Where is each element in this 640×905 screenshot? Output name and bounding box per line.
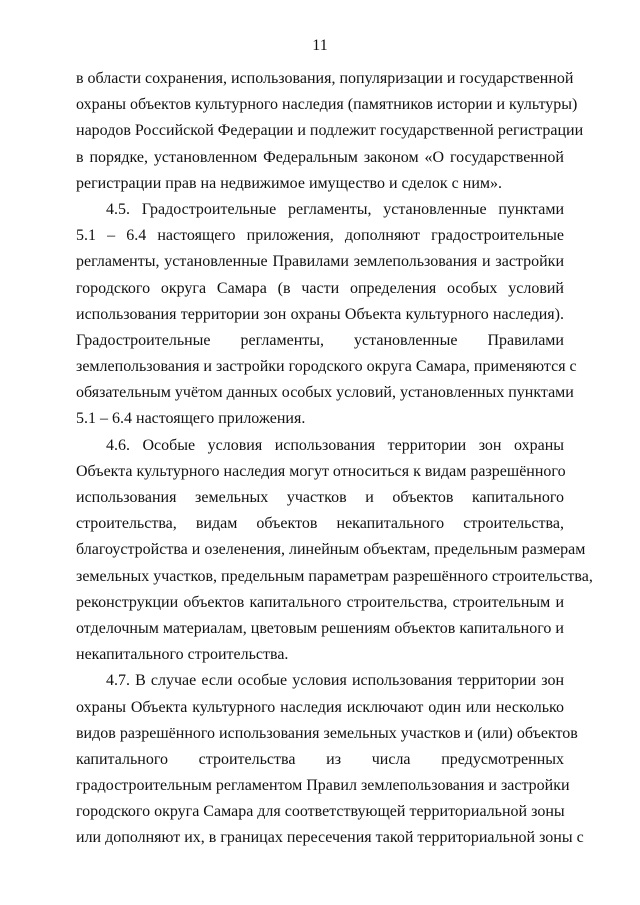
text-line: 4.6. Особые условия использования территории зон охраны — [106, 436, 564, 454]
text-line: обязательным учётом данных особых условий, установленных пунктами — [76, 384, 574, 402]
text-line: городского округа Самара (в части определения особых условий — [76, 279, 564, 297]
text-line: охраны объектов культурного наследия (памятников истории и культуры) — [76, 96, 578, 114]
text-line: благоустройства и озеленения, линейным объектам, предельным размерам — [76, 541, 586, 559]
paragraph-p-4-5 — [76, 197, 577, 433]
text-line: 4.5. Градостроительные регламенты, установленные пунктами — [106, 200, 564, 218]
text-line: видов разрешённого использования земельных участков и (или) объектов — [76, 724, 578, 742]
text-line: отделочным материалам, цветовым решениям объектов капитального и — [76, 619, 564, 637]
text-line: 4.7. В случае если особые условия использования территории зон — [106, 672, 564, 690]
text-line: использования земельных участков и объектов капитального — [76, 489, 564, 506]
text-line: землепользования и застройки городского округа Самара, применяются с — [76, 358, 577, 376]
text-line: городского округа Самара для соответствующей территориальной зоны — [76, 803, 565, 821]
paragraph-continuation — [76, 66, 584, 197]
paragraph-p-4-7 — [76, 668, 584, 851]
text-line: капитального строительства из числа предусмотренных — [76, 750, 564, 768]
text-line: в порядке, установленном Федеральным законом «О государственной — [76, 148, 564, 166]
text-line: использования территории зон охраны Объекта культурного наследия). — [76, 305, 564, 323]
text-line: Объекта культурного наследия могут относиться к видам разрешённого — [76, 462, 566, 480]
text-line: 5.1 – 6.4 настоящего приложения, дополняют градостроительные — [76, 227, 564, 245]
text-line: в области сохранения, использования, популяризации и государственной — [76, 70, 574, 87]
text-line: или дополняют их, в границах пересечения такой территориальной зоны с — [76, 829, 584, 847]
text-line: Градостроительные регламенты, установленные Правилами — [76, 331, 564, 349]
text-line: земельных участков, предельным параметрам разрешённого строительства, — [76, 567, 593, 585]
document-body — [76, 66, 593, 852]
text-line: народов Российской Федерации и подлежит государственной регистрации — [76, 122, 584, 140]
page-number: 11 — [312, 37, 328, 54]
text-line: некапитального строительства. — [76, 646, 289, 664]
text-line: реконструкции объектов капитального строительства, строительным и — [76, 593, 564, 611]
text-line: градостроительным регламентом Правил землепользования и застройки — [76, 777, 570, 795]
paragraph-p-4-6 — [76, 433, 593, 669]
text-line: охраны Объекта культурного наследия исключают один или несколько — [76, 698, 564, 716]
text-line: регистрации прав на недвижимое имущество и сделок с ним». — [76, 174, 502, 192]
text-line: регламенты, установленные Правилами землепользования и застройки — [76, 253, 564, 271]
text-line: строительства, видам объектов некапитального строительства, — [76, 515, 564, 533]
text-line: 5.1 – 6.4 настоящего приложения. — [76, 410, 306, 428]
